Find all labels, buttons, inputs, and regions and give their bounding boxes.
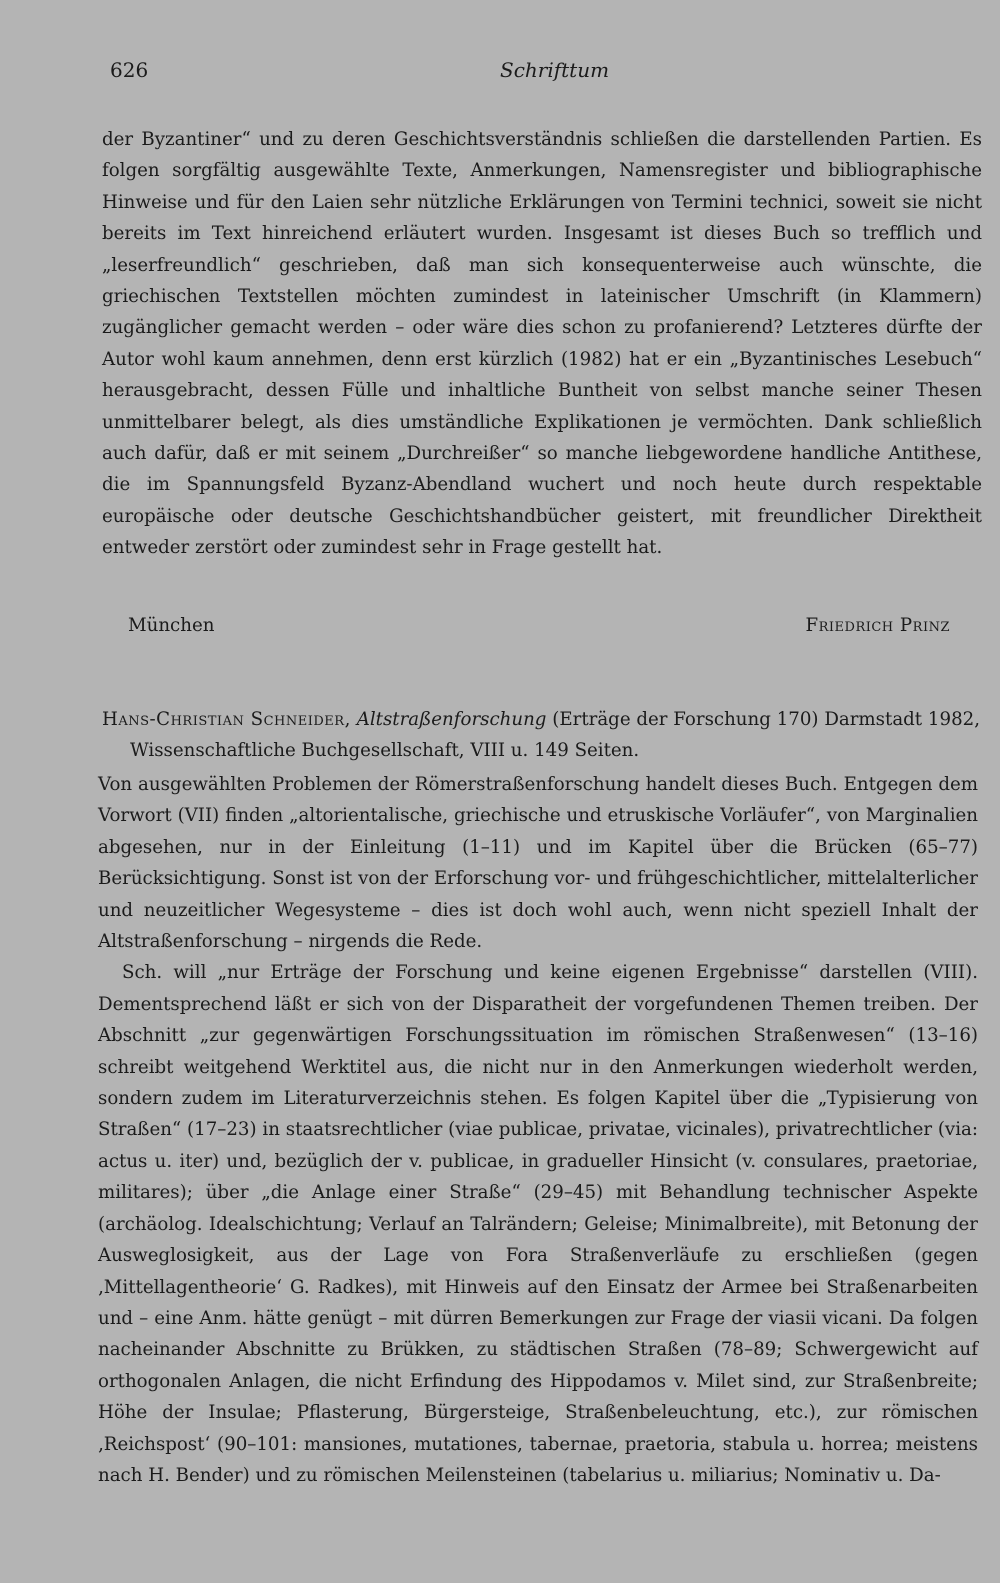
paragraph: Sch. will „nur Erträge der Forschung und keine eigenen Ergebnisse“ darstellen (VIII). Dementsprechend läßt er sich von der Disparatheit der vorgefundenen Themen treiben. Der Abschnitt „zur gegenwärtigen Forschungssituation im römischen Straßenwesen“ (13–16) schreibt weitgehend Werktitel aus, die nicht nur in den Anmerkungen wiederholt werden, sondern zudem im Literaturverzeichnis stehen. Es folgen Kapitel über die „Typisierung von Straßen“ (17–23) in staatsrechtlicher (viae publicae, privatae, vicinales), privatrechtlicher (via: actus u. iter) und, bezüglich der v. publicae, in gradueller Hinsicht (v. consulares, praetoriae, militares); über „die Anlage einer Straße“ (29–45) mit Behandlung technischer Aspekte (archäolog. Idealschichtung; Verlauf an Talrändern; Geleise; Minimalbreite), mit Betonung der Ausweglosigkeit, aus der Lage von Fora Straßenverläufe zu erschließen (gegen ‚Mittellagentheorie‘ G. Radkes), mit Hinweis auf den Einsatz der Armee bei Straßenarbeiten und – eine Anm. hätte genügt – mit dürren Bemerkungen zur Frage der viasii vicani. Da folgen nacheinander Abschnitte zu Brükken, zu städtischen Straßen (78–89; Schwergewicht auf orthogonalen Anlagen, die nicht Erfindung des Hippodamos v. Milet sind, zur Straßenbreite; Höhe der Insulae; Pflasterung, Bürgersteige, Straßenbeleuchtung, etc.), zur römischen ‚Reichspost‘ (90–101: mansiones, mutationes, tabernae, praetoria, stabula u. horrea; meistens nach H. Bender) und zu römischen Meilensteinen (tabelarius u. miliarius; Nominativ u. Da- (98, 962, 978, 1486)
paragraph: Von ausgewählten Problemen der Römerstraßenforschung handelt dieses Buch. Entgegen dem Vorwort (VII) finden „altorientalische, griechische und etruskische Vorläufer“, von Marginalien abgesehen, nur in der Einleitung (1–11) und im Kapitel über die Brücken (65–77) Berücksichtigung. Sonst ist von der Erforschung vor- und frühgeschichtlicher, mittelalterlicher und neuzeitlicher Wegesysteme – dies ist doch wohl auch, wenn nicht speziell Inhalt der Altstraßenforschung – nirgends die Rede. (98, 774, 978, 953)
signature-reviewer: Friedrich Prinz (805, 615, 950, 636)
signature-place: München (128, 615, 215, 636)
entry-details: (Erträge der Forschung 170) Darmstadt 1982, Wissenschaftliche Buchgesellschaft, VIII u. 149 Seiten. (130, 709, 980, 762)
bibliographic-entry (102, 704, 980, 767)
review-text (98, 769, 978, 1491)
entry-title: Altstraßenforschung (356, 709, 547, 730)
entry-author: Hans-Christian Schneider, (102, 709, 351, 730)
review-text-continued (102, 124, 982, 564)
page-number: 626 (110, 58, 149, 82)
page-header (110, 58, 970, 88)
paragraph: der Byzantiner“ und zu deren Geschichtsverständnis schließen die darstellenden Partien. Es folgen sorgfältig ausgewählte Texte, Anmerkungen, Namensregister und bibliographische Hinweise und für den Laien sehr nützliche Erklärungen von Termini technici, soweit sie nicht bereits im Text hinreichend erläutert wurden. Insgesamt ist dieses Buch so trefflich und „leserfreundlich“ geschrieben, daß man sich konsequenterweise auch wünschte, die griechischen Textstellen möchten zumindest in lateinischer Umschrift (in Klammern) zugänglicher gemacht werden – oder wäre dies schon zu profanierend? Letzteres dürfte der Autor wohl kaum annehmen, denn erst kürzlich (1982) hat er ein „Byzantinisches Lesebuch“ herausgebracht, dessen Fülle und inhaltliche Buntheit von selbst manche seiner Thesen unmittelbarer belegt, als dies umständliche Explikationen je vermöchten. Dank schließlich auch dafür, daß er mit seinem „Durchreißer“ so manche liebgewordene handliche Antithese, die im Spannungsfeld Byzanz-Abendland wuchert und noch heute durch respektable europäische oder deutsche Geschichtshandbücher geistert, mit freundlicher Direktheit entweder zerstört oder zumindest sehr in Frage gestellt hat. (102, 129, 982, 559)
running-head: Schrifttum (500, 58, 610, 82)
